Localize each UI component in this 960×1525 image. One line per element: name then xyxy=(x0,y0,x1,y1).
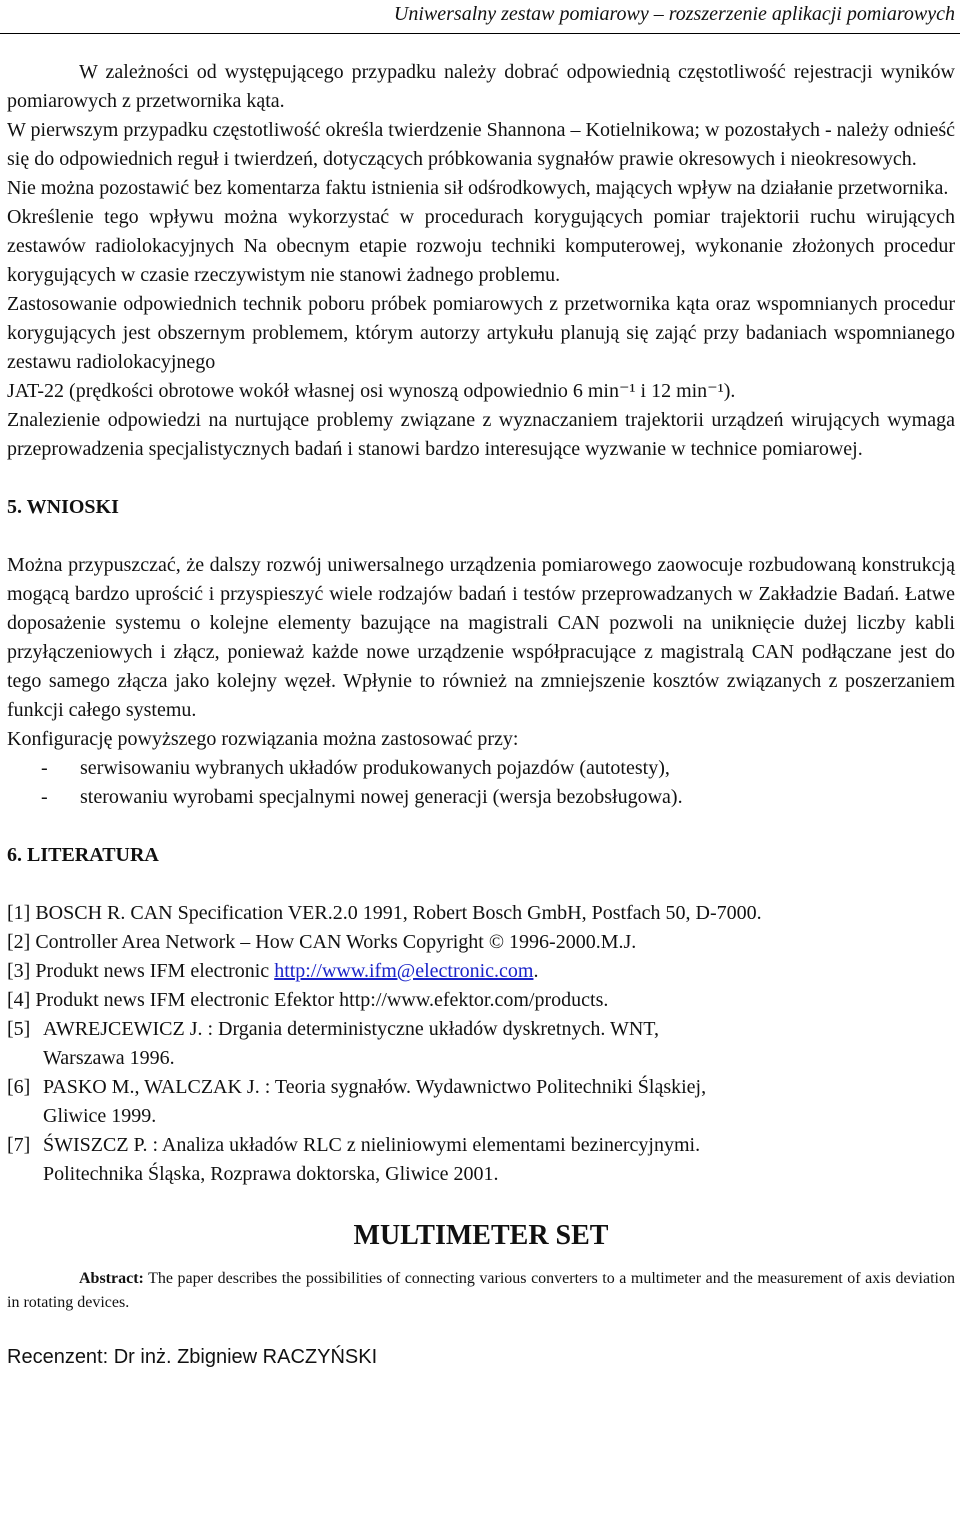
reference-text: Produkt news IFM electronic xyxy=(35,960,275,982)
reference-number: [4] xyxy=(7,989,31,1011)
reference-item xyxy=(7,957,955,986)
reference-number: [5] xyxy=(7,1018,31,1040)
reference-item xyxy=(7,986,955,1015)
reference-line: PASKO M., WALCZAK J. : Teoria sygnałów. Wydawnictwo Politechniki Śląskiej, xyxy=(43,1076,707,1098)
abstract xyxy=(7,1267,955,1315)
list-dash: - xyxy=(41,786,48,808)
reference-number: [7] xyxy=(7,1134,31,1156)
reference-item xyxy=(7,899,955,928)
reference-text-end: . xyxy=(533,960,539,982)
reference-number: [2] xyxy=(7,931,31,953)
paragraph-frequency: W zależności od występującego przypadku należy dobrać odpowiednią częstotliwość rejestracji wyników pomiarowych z przetwornika kąta. xyxy=(7,61,955,112)
reference-item xyxy=(7,1073,955,1131)
abstract-label: Abstract: xyxy=(79,1270,144,1287)
paragraph-conclusions: Można przypuszczać, że dalszy rozwój uniwersalnego urządzenia pomiarowego zaowocuje rozbudowaną konstrukcją mogącą bardzo uprościć i przyspieszyć wiele rodzajów badań i testów przeprowadzanych w Zakładzie Badań. Łatwe doposażenie systemu o kolejne elementy bazujące na magistrali CAN pozwoli na uniknięcie dużej liczby kabli przyłączeniowych i złącz, ponieważ każde nowe urządzenie współpracujące z magistralą CAN podłączane jest do tego samego złącza jako kolejny węzeł. Wpłynie to również na zmniejszenie kosztów związanych z poszerzaniem funkcji całego systemu. xyxy=(7,554,955,721)
reference-number: [1] xyxy=(7,902,31,924)
section-heading-literature: 6. LITERATURA xyxy=(7,844,159,866)
reference-text xyxy=(43,1073,955,1131)
paragraph-sampling: Zastosowanie odpowiednich technik poboru próbek pomiarowych z przetwornika kąta oraz wspomnianych procedur korygujących jest obszernym problemem, którym autorzy artykułu planują się zająć przy badaniach wspomnianego zestawu radiolokacyjnego xyxy=(7,293,955,373)
section-heading-conclusions: 5. WNIOSKI xyxy=(7,496,119,518)
paragraph-shannon: W pierwszym przypadku częstotliwość określa twierdzenie Shannona – Kotielnikowa; w pozostałych - należy odnieść się do odpowiednich reguł i twierdzeń, dotyczących próbkowania sygnałów prawie okresowych i nieokresowych. xyxy=(7,119,955,170)
reference-text xyxy=(43,1015,955,1073)
reference-line: Warszawa 1996. xyxy=(43,1047,175,1069)
english-title: MULTIMETER SET xyxy=(353,1220,609,1251)
paragraph-centrifugal: Nie można pozostawić bez komentarza faktu istnienia sił odśrodkowych, mających wpływ na działanie przetwornika. xyxy=(7,177,949,199)
reference-line: Gliwice 1999. xyxy=(43,1105,157,1127)
reference-item xyxy=(7,1131,955,1189)
reference-line: Politechnika Śląska, Rozprawa doktorska, Gliwice 2001. xyxy=(43,1163,499,1185)
reference-line: AWREJCEWICZ J. : Drgania deterministyczne układów dyskretnych. WNT, xyxy=(43,1018,660,1040)
reference-line: ŚWISZCZ P. : Analiza układów RLC z nieliniowymi elementami bezinercyjnymi. xyxy=(43,1134,701,1156)
reference-text: Controller Area Network – How CAN Works Copyright © 1996-2000.M.J. xyxy=(35,931,637,953)
page-content xyxy=(7,58,955,1371)
paragraph-config-intro: Konfigurację powyższego rozwiązania można zastosować przy: xyxy=(7,728,519,750)
reference-item xyxy=(7,928,955,957)
reference-text xyxy=(43,1131,955,1189)
reference-number: [6] xyxy=(7,1076,31,1098)
reference-number: [3] xyxy=(7,960,31,982)
paragraph-trajectory: Znalezienie odpowiedzi na nurtujące problemy związane z wyznaczaniem trajektorii urządzeń wirujących wymaga przeprowadzenia specjalistycznych badań i stanowi bardzo interesujące wyzwanie w technice pomiarowej. xyxy=(7,409,955,460)
paragraph-jat22: JAT-22 (prędkości obrotowe wokół własnej osi wynoszą odpowiednio 6 min⁻¹ i 12 min⁻¹). xyxy=(7,380,736,402)
reviewer: Recenzent: Dr inż. Zbigniew RACZYŃSKI xyxy=(7,1346,378,1368)
reference-link[interactable]: http://www.ifm@electronic.com xyxy=(274,960,534,982)
list-dash: - xyxy=(41,757,48,779)
page-header xyxy=(0,0,960,34)
list-item-text: serwisowaniu wybranych układów produkowanych pojazdów (autotesty), xyxy=(80,757,670,779)
reference-text: BOSCH R. CAN Specification VER.2.0 1991, Robert Bosch GmbH, Postfach 50, D-7000. xyxy=(35,902,762,924)
list-item xyxy=(7,783,955,812)
list-item-text: sterowaniu wyrobami specjalnymi nowej generacji (wersja bezobsługowa). xyxy=(80,786,683,808)
running-title: Uniwersalny zestaw pomiarowy – rozszerzenie aplikacji pomiarowych xyxy=(393,3,955,25)
paragraph-correction: Określenie tego wpływu można wykorzystać w procedurach korygujących pomiar trajektorii ruchu wirujących zestawów radiolokacyjnych Na obecnym etapie rozwoju techniki komputerowej, wykonanie złożonych procedur korygujących w czasie rzeczywistym nie stanowi żadnego problemu. xyxy=(7,206,955,286)
list-item xyxy=(7,754,955,783)
abstract-text: The paper describes the possibilities of connecting various converters to a multimeter and the measurement of axis deviation in rotating devices. xyxy=(7,1270,955,1311)
reference-item xyxy=(7,1015,955,1073)
reference-text: Produkt news IFM electronic Efektor http://www.efektor.com/products. xyxy=(35,989,609,1011)
